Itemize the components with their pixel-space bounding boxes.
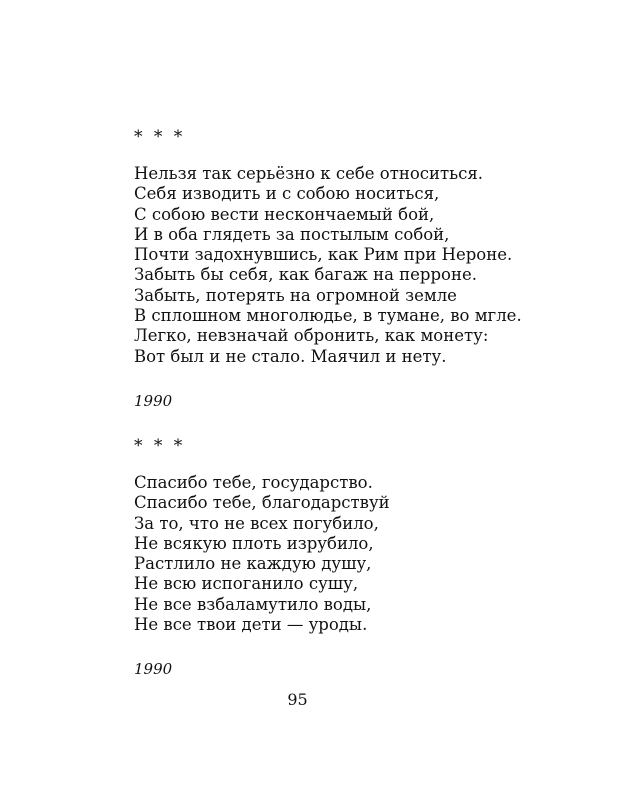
poem-line: Нельзя так серьёзно к себе относиться. [134, 164, 484, 183]
poem-line: Легко, невзначай обронить, как монету: [134, 326, 489, 346]
poem-line: Не всю испоганило сушу, [134, 574, 359, 594]
poem-year: 1990 [134, 660, 173, 679]
poem-line: С собою вести нескончаемый бой, [134, 204, 435, 224]
poem-line: Не всякую плоть изрубило, [134, 533, 374, 553]
poem-line: И в оба глядеть за постылым собой, [134, 224, 450, 244]
poem-line: Забыть бы себя, как багаж на перроне. [134, 265, 477, 285]
poem-line: Не все взбаламутило воды, [134, 594, 372, 614]
page-number [0, 690, 625, 710]
poem-line: Забыть, потерять на огромной земле [134, 285, 457, 305]
poem-line: Почти задохнувшись, как Рим при Нероне. [134, 245, 513, 265]
poem-line: Вот был и не стало. Маячил и нету. [134, 346, 447, 366]
poem-line: Себя изводить и с собою носиться, [134, 184, 440, 204]
poem-line: Спасибо тебе, благодарствуй [134, 493, 390, 513]
page-number-text: 95 [287, 690, 308, 709]
poem-line: Растлило не каждую душу, [134, 554, 372, 574]
poem-year: 1990 [134, 391, 173, 410]
poem-line: Не все твои дети — уроды. [134, 615, 368, 635]
poem-line: Спасибо тебе, государство. [134, 473, 373, 492]
poem-lines [134, 164, 574, 367]
poem-separator: * * * [134, 436, 186, 456]
poem-lines [134, 473, 574, 635]
poem-separator: * * * [134, 127, 186, 147]
poem-line: В сплошном многолюдье, в тумане, во мгле. [134, 306, 522, 326]
poem-line: За то, что не всех погубило, [134, 513, 379, 533]
poem-1 [134, 124, 574, 411]
poem-2 [134, 433, 574, 679]
